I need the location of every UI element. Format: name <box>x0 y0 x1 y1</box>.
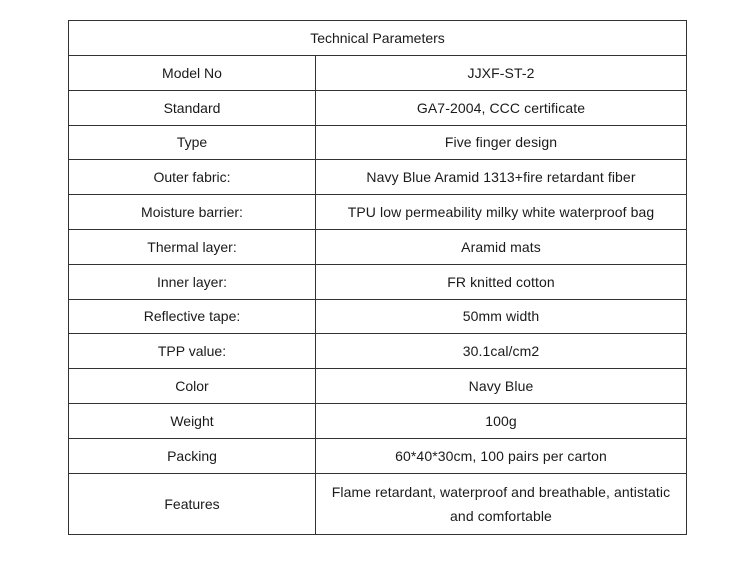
row-value-outer-fabric: Navy Blue Aramid 1313+fire retardant fiber <box>316 160 687 195</box>
table-row <box>69 229 687 264</box>
technical-parameters-table <box>68 20 687 535</box>
row-value-moisture-barrier: TPU low permeability milky white waterproof bag <box>316 195 687 230</box>
row-label-weight: Weight <box>69 403 316 438</box>
row-value-weight: 100g <box>316 403 687 438</box>
row-value-reflective-tape: 50mm width <box>316 299 687 334</box>
table-row <box>69 334 687 369</box>
row-label-packing: Packing <box>69 438 316 473</box>
table-title: Technical Parameters <box>69 21 687 56</box>
row-value-model-no: JJXF-ST-2 <box>316 56 687 91</box>
table-row <box>69 160 687 195</box>
table-row <box>69 125 687 160</box>
row-value-packing: 60*40*30cm, 100 pairs per carton <box>316 438 687 473</box>
table-row <box>69 403 687 438</box>
table-row <box>69 438 687 473</box>
row-value-inner-layer: FR knitted cotton <box>316 264 687 299</box>
row-label-color: Color <box>69 369 316 404</box>
table-title-row <box>69 21 687 56</box>
row-value-thermal-layer: Aramid mats <box>316 229 687 264</box>
row-value-tpp-value: 30.1cal/cm2 <box>316 334 687 369</box>
table-row <box>69 90 687 125</box>
row-label-type: Type <box>69 125 316 160</box>
row-label-outer-fabric: Outer fabric: <box>69 160 316 195</box>
table-row <box>69 473 687 534</box>
row-value-color: Navy Blue <box>316 369 687 404</box>
row-label-features: Features <box>69 473 316 534</box>
row-label-tpp-value: TPP value: <box>69 334 316 369</box>
row-label-model-no: Model No <box>69 56 316 91</box>
row-label-moisture-barrier: Moisture barrier: <box>69 195 316 230</box>
table-row <box>69 264 687 299</box>
row-label-standard: Standard <box>69 90 316 125</box>
row-value-type: Five finger design <box>316 125 687 160</box>
table-row <box>69 299 687 334</box>
table-row <box>69 195 687 230</box>
table-row <box>69 56 687 91</box>
row-label-inner-layer: Inner layer: <box>69 264 316 299</box>
table-row <box>69 369 687 404</box>
row-value-features: Flame retardant, waterproof and breathable, antistatic and comfortable <box>316 473 687 534</box>
row-label-reflective-tape: Reflective tape: <box>69 299 316 334</box>
row-value-standard: GA7-2004, CCC certificate <box>316 90 687 125</box>
row-label-thermal-layer: Thermal layer: <box>69 229 316 264</box>
